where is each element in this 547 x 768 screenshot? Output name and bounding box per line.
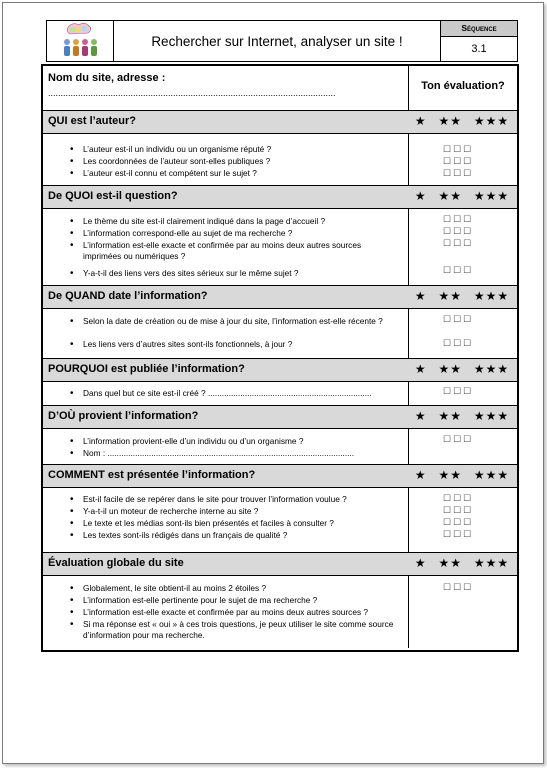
checklist-question: • Est-il facile de se repérer dans le site pour trouver l’information voulue ? (83, 494, 401, 505)
star-rating-2-icon[interactable]: ★★ (438, 114, 462, 128)
star-rating-scale (409, 409, 515, 423)
star-rating-scale (409, 114, 515, 128)
checklist-question: • L’auteur est-il un individu ou un organisme réputé ? (83, 144, 401, 155)
sequence-label: Séquence (441, 21, 517, 37)
checklist-question: • Le texte et les médias sont-ils bien présentés et faciles à consulter ? (83, 518, 401, 529)
star-rating-1-icon[interactable]: ★ (414, 289, 427, 303)
section-header (43, 358, 517, 382)
star-rating-3-icon[interactable]: ★★★ (473, 409, 510, 423)
star-rating-2-icon[interactable]: ★★ (438, 556, 462, 570)
section-header (43, 464, 517, 488)
section-header (43, 110, 517, 134)
checkbox-group[interactable]: ☐☐☐ (443, 144, 474, 154)
star-rating-2-icon[interactable]: ★★ (438, 409, 462, 423)
checkbox-group[interactable]: ☐☐☐ (443, 493, 474, 503)
checklist-question: • Si ma réponse est « oui » à ces trois questions, je peux utiliser le site comme source d’information pour ma recherche. (83, 619, 401, 641)
star-rating-3-icon[interactable]: ★★★ (473, 556, 510, 570)
checkbox-group[interactable]: ☐☐☐ (443, 265, 474, 275)
checkbox-group[interactable]: ☐☐☐ (443, 434, 474, 444)
section-header (43, 185, 517, 209)
sequence-number: 3.1 (471, 43, 487, 55)
star-rating-scale (409, 289, 515, 303)
star-rating-3-icon[interactable]: ★★★ (473, 362, 510, 376)
checklist-question: • L’information est-elle exacte et confirmée par au moins deux autres sources ? (83, 607, 401, 618)
star-rating-2-icon[interactable]: ★★ (438, 289, 462, 303)
site-name-row (43, 66, 517, 112)
section-title: De QUOI est-il question? (48, 190, 178, 202)
checkbox-group[interactable]: ☐☐☐ (443, 168, 474, 178)
site-name-field[interactable]: ................................................................................................................... (48, 88, 336, 98)
checklist-question: • Globalement, le site obtient-il au moins 2 étoiles ? (83, 583, 401, 594)
star-rating-2-icon[interactable]: ★★ (438, 189, 462, 203)
checklist-question: • Les textes sont-ils rédigés dans un français de qualité ? (83, 530, 401, 541)
section-title: D’OÙ provient l’information? (48, 410, 199, 422)
star-rating-3-icon[interactable]: ★★★ (473, 289, 510, 303)
section-title: COMMENT est présentée l’information? (48, 469, 256, 481)
checkbox-group[interactable]: ☐☐☐ (443, 582, 474, 592)
checklist-question: • Les liens vers d’autres sites sont-ils fonctionnels, à jour ? (83, 339, 401, 350)
star-rating-scale (409, 556, 515, 570)
star-rating-2-icon[interactable]: ★★ (438, 468, 462, 482)
site-name-label: Nom du site, adresse : (48, 72, 166, 84)
checklist-question: • L’information provient-elle d’un individu ou d’un organisme ? (83, 436, 401, 447)
checkbox-group[interactable]: ☐☐☐ (443, 505, 474, 515)
section-title: QUI est l’auteur? (48, 115, 137, 127)
checkbox-group[interactable]: ☐☐☐ (443, 314, 474, 324)
checklist-question: • L’information correspond-elle au sujet de ma recherche ? (83, 228, 401, 239)
section-header (43, 285, 517, 309)
star-rating-scale (409, 362, 515, 376)
star-rating-3-icon[interactable]: ★★★ (473, 114, 510, 128)
star-rating-1-icon[interactable]: ★ (414, 468, 427, 482)
checkbox-group[interactable]: ☐☐☐ (443, 156, 474, 166)
evaluation-label: Ton évaluation? (421, 80, 505, 92)
checkbox-group[interactable]: ☐☐☐ (443, 517, 474, 527)
evaluation-table (41, 64, 519, 652)
checkbox-group[interactable]: ☐☐☐ (443, 338, 474, 348)
checklist-question: • Selon la date de création ou de mise à jour du site, l’information est-elle récente ? (83, 316, 401, 327)
checklist-question: • L’information est-elle pertinente pour le sujet de ma recherche ? (83, 595, 401, 606)
star-rating-2-icon[interactable]: ★★ (438, 362, 462, 376)
checklist-question: • Dans quel but ce site est-il créé ? ....................................................................... (83, 388, 401, 399)
star-rating-1-icon[interactable]: ★ (414, 409, 427, 423)
star-rating-3-icon[interactable]: ★★★ (473, 189, 510, 203)
star-rating-3-icon[interactable]: ★★★ (473, 468, 510, 482)
section-header (43, 405, 517, 429)
star-rating-1-icon[interactable]: ★ (414, 114, 427, 128)
star-rating-scale (409, 468, 515, 482)
checklist-question: • Les coordonnées de l’auteur sont-elles publiques ? (83, 156, 401, 167)
checkbox-group[interactable]: ☐☐☐ (443, 529, 474, 539)
checklist-question: • Le thème du site est-il clairement indiqué dans la page d’accueil ? (83, 216, 401, 227)
checklist-question: • Nom : ........................................................................................................... (83, 448, 401, 459)
checkbox-group[interactable]: ☐☐☐ (443, 238, 474, 248)
checkbox-group[interactable]: ☐☐☐ (443, 226, 474, 236)
star-rating-1-icon[interactable]: ★ (414, 189, 427, 203)
section-title: POURQUOI est publiée l’information? (48, 363, 245, 375)
checklist-question: • L’information est-elle exacte et confirmée par au moins deux autres sources imprimées ou numériques ? (83, 240, 401, 262)
star-rating-1-icon[interactable]: ★ (414, 556, 427, 570)
star-rating-scale (409, 189, 515, 203)
checkbox-group[interactable]: ☐☐☐ (443, 386, 474, 396)
section-header (43, 552, 517, 576)
page-title: Rechercher sur Internet, analyser un site ! (114, 21, 441, 61)
section-title: De QUAND date l’information? (48, 290, 208, 302)
checklist-question: • Y-a-t-il un moteur de recherche interne au site ? (83, 506, 401, 517)
checkbox-group[interactable]: ☐☐☐ (443, 214, 474, 224)
star-rating-1-icon[interactable]: ★ (414, 362, 427, 376)
checklist-question: • L’auteur est-il connu et compétent sur le sujet ? (83, 168, 401, 179)
section-title: Évaluation globale du site (48, 557, 184, 569)
document-header (46, 20, 518, 62)
people-puzzle-logo (47, 21, 114, 61)
checklist-question: • Y-a-t-il des liens vers des sites sérieux sur le même sujet ? (83, 268, 401, 279)
